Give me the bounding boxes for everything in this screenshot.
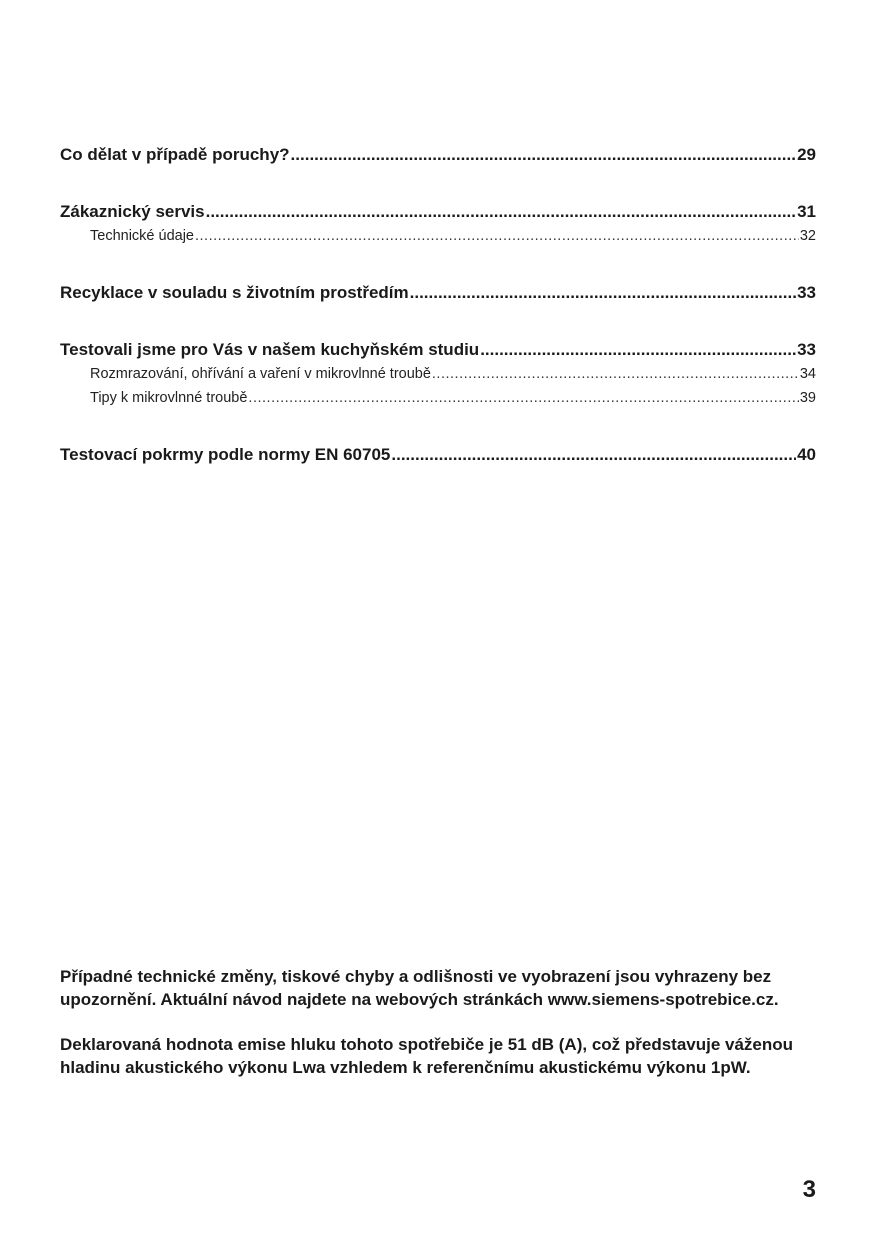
- toc-subentry-title: Tipy k mikrovlnné troubě: [90, 390, 248, 406]
- notes-disclaimer: Případné technické změny, tiskové chyby a odlišnosti ve vyobrazení jsou vyhrazeny bez upozornění. Aktuální návod najdete na webových stránkách www.siemens-spotrebice.cz.: [60, 967, 779, 1009]
- toc-entry-title: Recyklace v souladu s životním prostředím: [60, 283, 409, 302]
- toc-subentry-page: 39: [799, 390, 816, 406]
- toc-entry-test-dishes[interactable]: [60, 445, 816, 471]
- toc-subentry-page: 32: [799, 228, 816, 244]
- toc-entry-page: 33: [797, 283, 816, 302]
- notes-noise-emission: Deklarovaná hodnota emise hluku tohoto spotřebiče je 51 dB (A), což představuje váženou hladinu akustického výkonu Lwa vzhledem k referenčnímu akustickému výkonu 1pW.: [60, 1035, 794, 1077]
- toc-leader-dots: [391, 445, 796, 465]
- toc-leader-dots: [195, 228, 799, 244]
- toc-entry-page: 31: [797, 202, 816, 221]
- toc-entry-title: Testovali jsme pro Vás v našem kuchyňském studiu: [60, 340, 480, 359]
- toc-entry-recycling[interactable]: [60, 283, 816, 309]
- toc-entry-title: Testovací pokrmy podle normy EN 60705: [60, 445, 391, 464]
- toc-subentry-microwave-tips[interactable]: [60, 390, 816, 414]
- toc-entry-customer-service[interactable]: [60, 202, 816, 228]
- toc-leader-dots: [291, 145, 797, 165]
- toc-entry-troubleshooting[interactable]: [60, 145, 816, 171]
- toc-subentry-title: Rozmrazování, ohřívání a vaření v mikrovlnné troubě: [90, 366, 431, 382]
- toc-leader-dots: [248, 390, 798, 406]
- toc-subentry-title: Technické údaje: [90, 228, 194, 244]
- toc-leader-dots: [480, 340, 796, 360]
- footer-notes: [60, 965, 820, 1101]
- toc-entry-page: 33: [797, 340, 816, 359]
- page-number: 3: [802, 1176, 816, 1203]
- toc-leader-dots: [432, 366, 799, 382]
- toc-leader-dots: [410, 283, 796, 303]
- toc-entry-page: 40: [797, 445, 816, 464]
- table-of-contents: [60, 145, 816, 471]
- toc-entry-page: 29: [797, 145, 816, 164]
- toc-leader-dots: [206, 202, 796, 222]
- toc-subentry-technical-data[interactable]: [60, 228, 816, 252]
- toc-entry-tested-kitchen[interactable]: [60, 340, 816, 366]
- toc-entry-title: Zákaznický servis: [60, 202, 205, 221]
- toc-subentry-defrosting[interactable]: [60, 366, 816, 390]
- toc-subentry-page: 34: [799, 366, 816, 382]
- toc-entry-title: Co dělat v případě poruchy?: [60, 145, 290, 164]
